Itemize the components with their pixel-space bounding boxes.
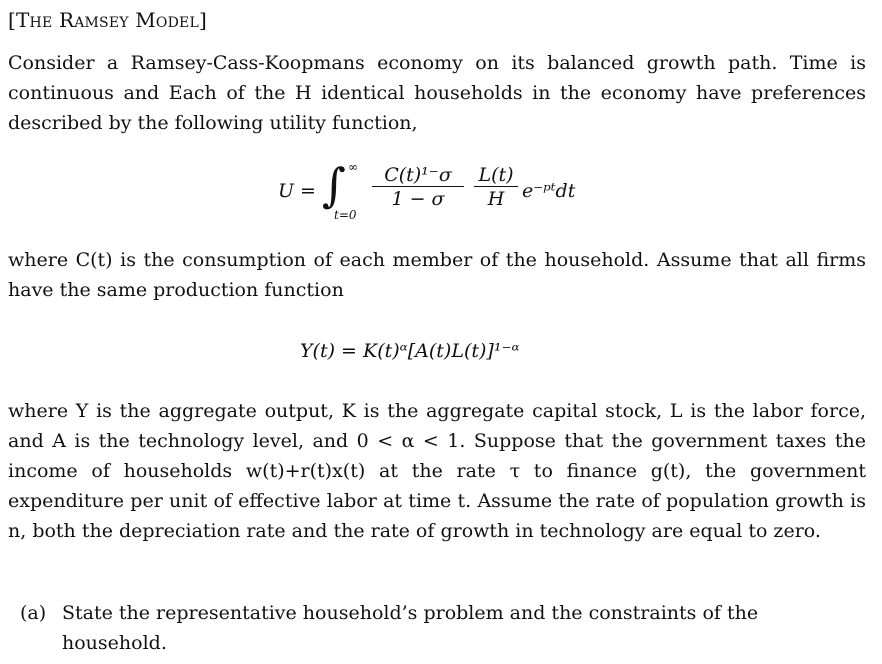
integral-sign: ∫ xyxy=(322,158,346,212)
population-numerator: L(t) xyxy=(474,164,518,187)
title-text: The Ramsey Model xyxy=(16,8,199,32)
consumption-numerator: C(t)¹⁻σ xyxy=(372,164,464,187)
title-close-bracket: ] xyxy=(198,8,207,32)
population-denominator: H xyxy=(487,188,505,210)
title-open-bracket: [ xyxy=(8,8,17,32)
definitions-paragraph: where Y is the aggregate output, K is the aggregate capital stock, L is the labor force, and A is the technology level, and 0 < α < 1. Suppose that the government taxes the income of households w(t)+r(t)x(t) at the rate τ to finance g(t), the government expenditure per unit of effective labor at time t. Assume the rate of population growth is n, both the depreciation rate and the rate of growth in technology are equal to zero. xyxy=(8,400,866,542)
consumption-denominator: 1 − σ xyxy=(391,188,445,210)
population-fraction xyxy=(474,164,518,211)
intro-paragraph: Consider a Ramsey-Cass-Koopmans economy on its balanced growth path. Time is continuous and Each of the H identical households in the economy have preferences described by the following utility function, xyxy=(8,52,866,134)
section-title xyxy=(8,8,207,32)
utility-equation xyxy=(278,160,618,230)
consumption-paragraph: where C(t) is the consumption of each member of the household. Assume that all firms have the same production function xyxy=(8,249,866,301)
integral-lower-limit: t=0 xyxy=(334,208,357,222)
part-a-label: (a) xyxy=(20,602,47,624)
utility-lhs: U = xyxy=(278,180,316,202)
discount-term: e⁻ᵖᵗdt xyxy=(522,180,576,202)
question-part-a xyxy=(20,598,866,658)
production-equation: Y(t) = K(t)ᵅ[A(t)L(t)]¹⁻ᵅ xyxy=(300,340,520,362)
consumption-fraction xyxy=(372,164,464,211)
part-a-text: State the representative household’s problem and the constraints of the household. xyxy=(62,602,759,654)
integral-upper-limit: ∞ xyxy=(348,160,358,174)
